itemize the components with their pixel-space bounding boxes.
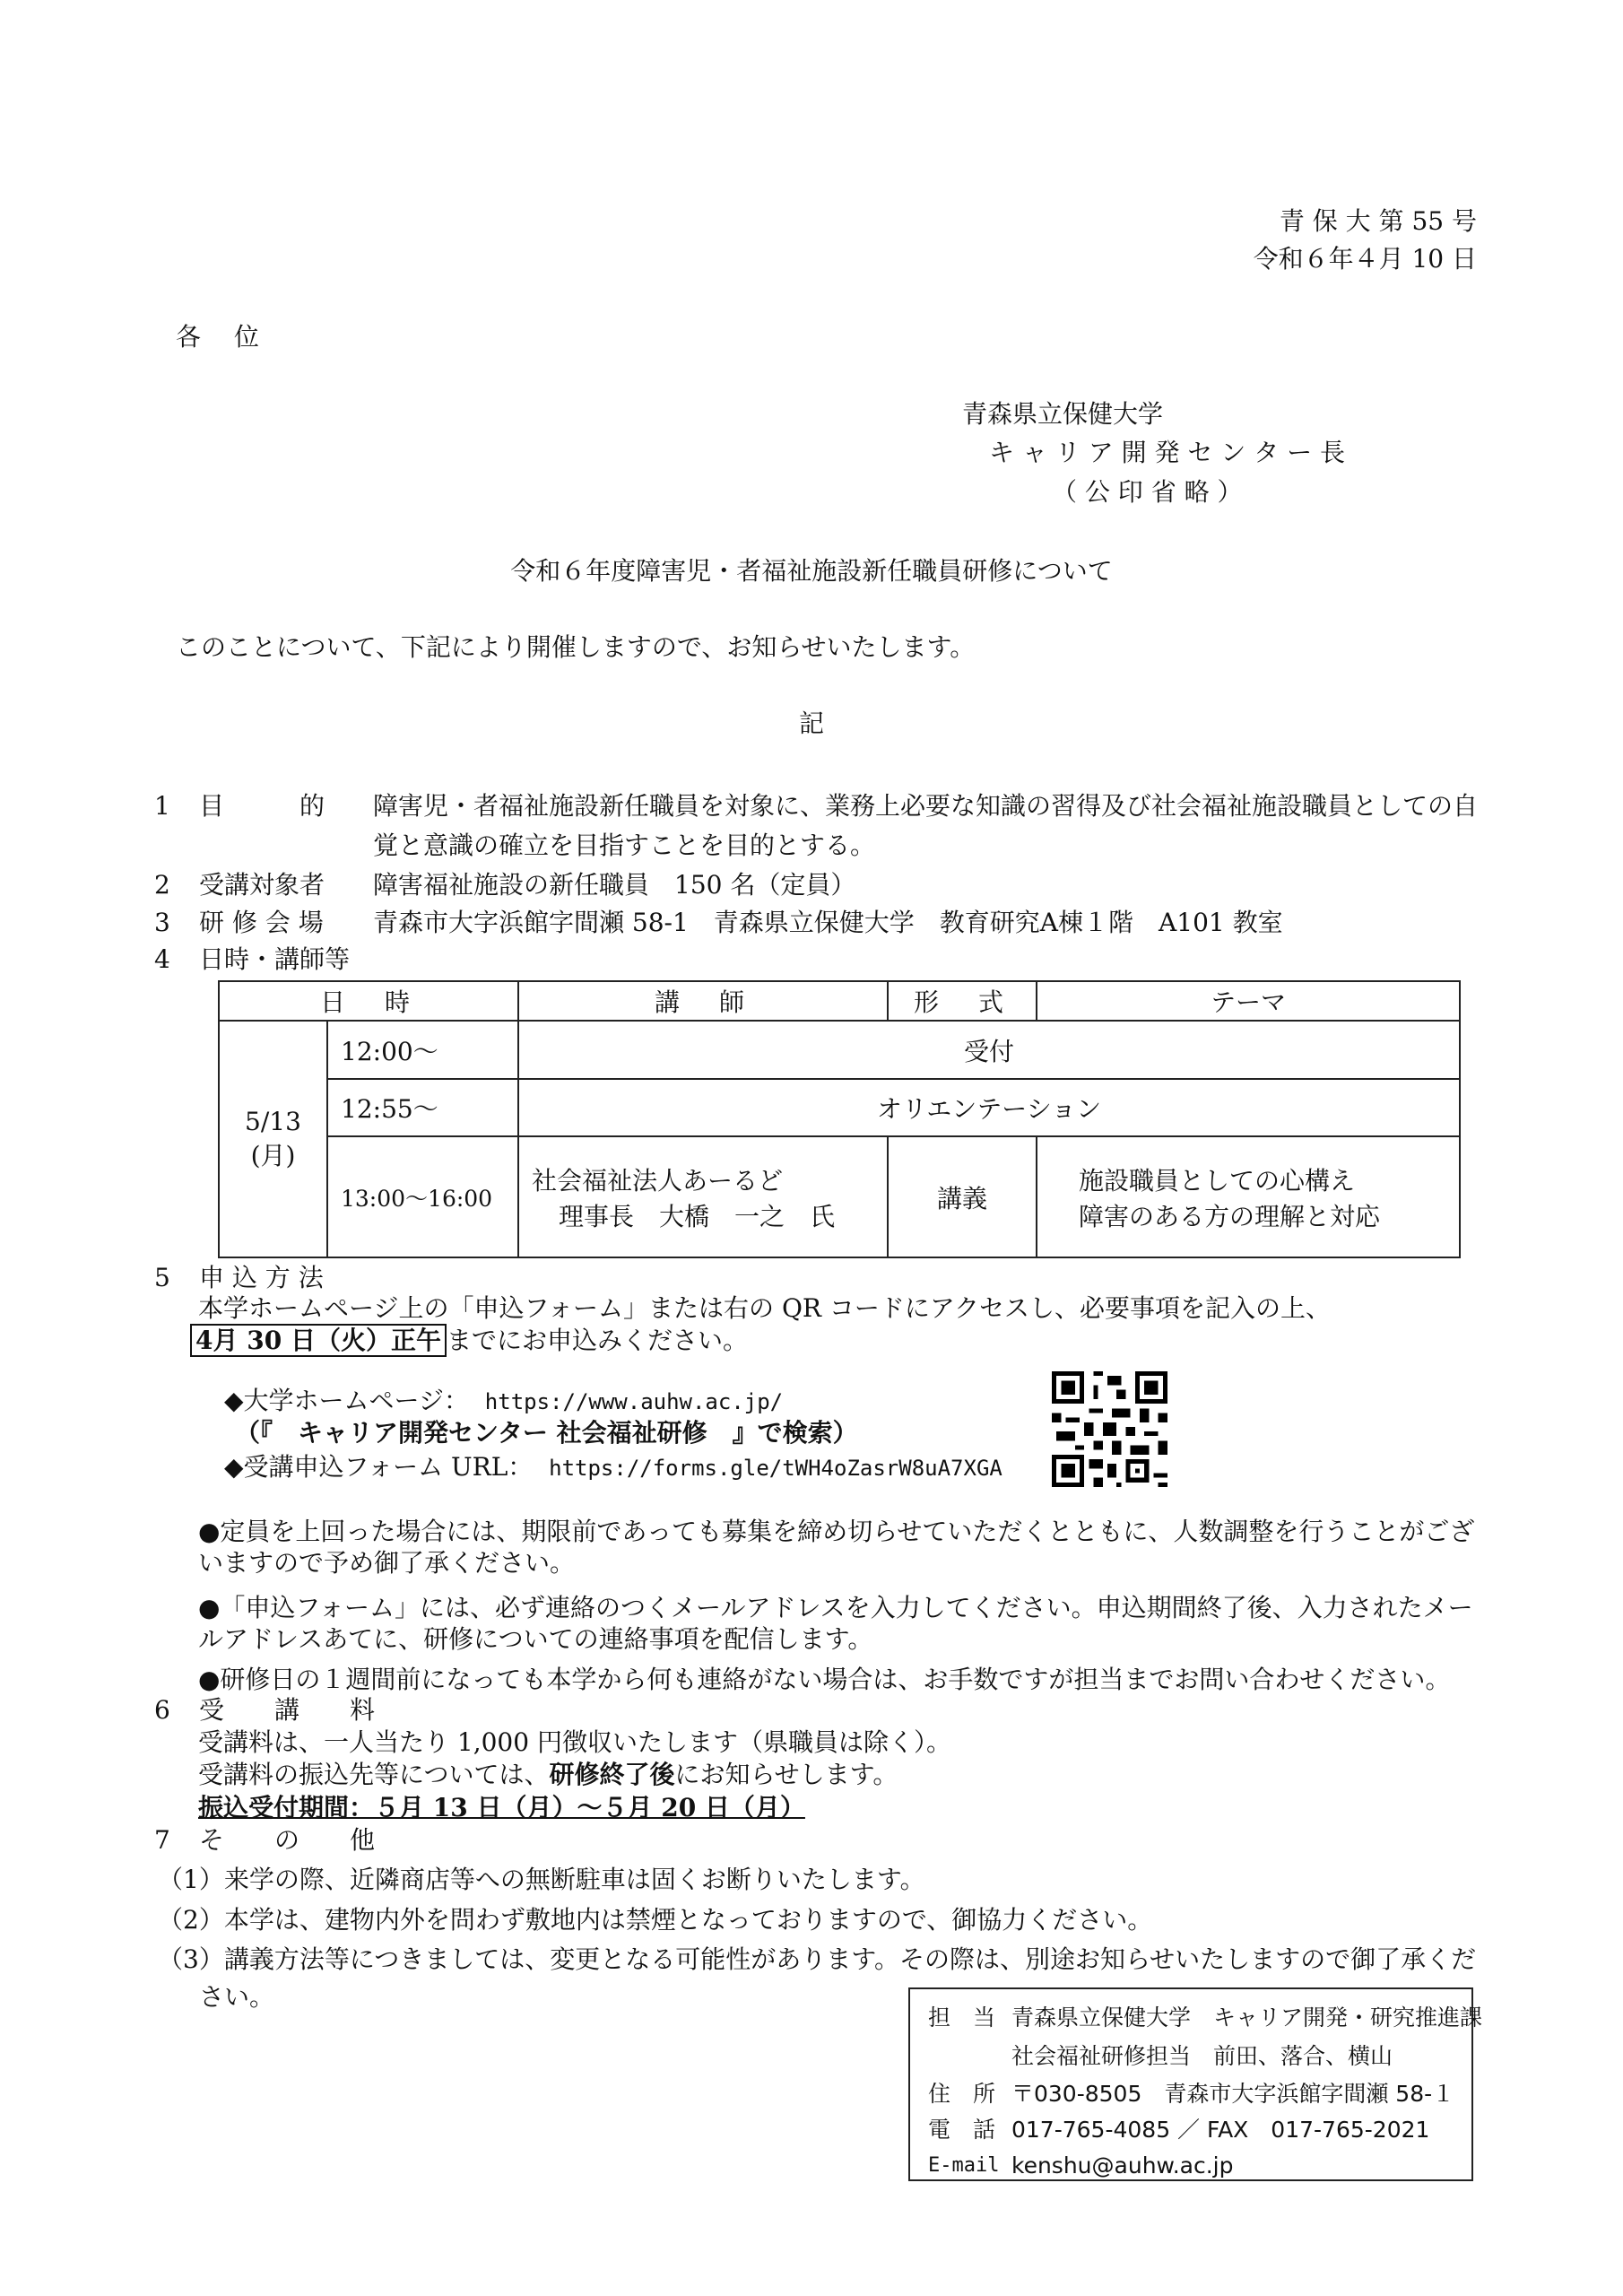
form-url-line [224, 1451, 1002, 1484]
doc-number: 青 保 大 第 55 号 [1279, 206, 1477, 236]
section-5-number: 5 [154, 1263, 170, 1292]
apply-instructions: 本学ホームページ上の「申込フォーム」または右の QR コードにアクセスし、必要事項を記入の上、 [198, 1293, 1332, 1323]
row-time: 13:00～16:00 [327, 1136, 518, 1257]
theme-line: 障害のある方の理解と対応 [1079, 1201, 1381, 1231]
address-label: 住 所 [928, 2081, 996, 2107]
email-label: E-mail [928, 2154, 1000, 2177]
section-5-label: 申 込 方 法 [199, 1263, 324, 1292]
lecturer-name: 理事長 大橋 一之 氏 [559, 1201, 836, 1231]
section-2-number: 2 [154, 870, 170, 900]
row-lecturer [518, 1136, 888, 1257]
header-lecturer: 講 師 [518, 981, 888, 1021]
intro-text: このことについて、下記により開催しますので、お知らせいたします。 [176, 632, 976, 662]
row-content: 受付 [518, 1021, 1460, 1079]
other-item-3-cont: さい。 [199, 1982, 275, 2012]
qr-code-icon[interactable] [1052, 1370, 1167, 1488]
row-format: 講義 [888, 1136, 1037, 1257]
doc-date: 令和６年４月 10 日 [1253, 244, 1477, 274]
recipient: 各 位 [176, 322, 272, 352]
section-2-label: 受講対象者 [199, 870, 325, 900]
note-capacity-cont: いますので予め御了承ください。 [198, 1548, 576, 1578]
section-3-label: 研 修 会 場 [199, 908, 324, 937]
contact-person-label: 担 当 [928, 2005, 996, 2031]
note-capacity: ●定員を上回った場合には、期限前であっても募集を締め切らせていただくとともに、人数調整を行うことがござ [198, 1517, 1475, 1546]
apply-deadline-rest: までにお申込みください。 [446, 1326, 748, 1355]
phone-label: 電 話 [928, 2117, 996, 2143]
homepage-label: ◆大学ホームページ： [224, 1386, 469, 1415]
note-email: ●「申込フォーム」には、必ず連絡のつくメールアドレスを入力してください。申込期間終了後、入力されたメー [198, 1593, 1473, 1622]
ki-heading: 記 [798, 709, 824, 738]
email-value[interactable]: kenshu@auhw.ac.jp [1011, 2152, 1234, 2179]
transfer-period: 振込受付期間：５月 13 日（月）～５月 20 日（月） [198, 1793, 805, 1822]
schedule-table [218, 980, 1461, 1258]
section-4-number: 4 [154, 944, 170, 974]
header-datetime: 日 時 [219, 981, 518, 1021]
other-item-3: （3）講義方法等につきましては、変更となる可能性があります。その際は、別途お知らせいたしますので御了承くだ [158, 1944, 1477, 1974]
date-weekday: (月) [250, 1140, 296, 1170]
section-1-number: 1 [154, 791, 170, 821]
fee-transfer-text: 受講料の振込先等については、 [198, 1760, 550, 1789]
apply-deadline-line [190, 1325, 748, 1357]
note-email-cont: ルアドレスあてに、研修についての連絡事項を配信します。 [198, 1624, 873, 1654]
section-1-label: 目 的 [199, 791, 325, 821]
schedule-date [219, 1021, 327, 1257]
fee-text: 受講料は、一人当たり 1,000 円徴収いたします（県職員は除く）。 [198, 1727, 951, 1757]
contact-staff: 社会福祉研修担当 前田、落合、横山 [1011, 2043, 1393, 2069]
section-2-text: 障害福祉施設の新任職員 150 名（定員） [373, 870, 856, 900]
address-value: 〒030-8505 青森市大字浜館字間瀬 58-１ [1011, 2081, 1455, 2107]
table-row [219, 1136, 1460, 1257]
seal-note: （ 公 印 省 略 ） [1052, 477, 1243, 507]
header-theme: テーマ [1037, 981, 1460, 1021]
date-value: 5/13 [245, 1106, 301, 1136]
form-url-label: ◆受講申込フォーム URL： [224, 1452, 534, 1482]
section-7-label: そ の 他 [199, 1825, 376, 1855]
other-item-1: （1）来学の際、近隣商店等への無断駐車は固くお断りいたします。 [158, 1865, 925, 1894]
homepage-url[interactable]: https://www.auhw.ac.jp/ [484, 1389, 784, 1414]
table-row [219, 1021, 1460, 1079]
header-format: 形 式 [888, 981, 1037, 1021]
fee-transfer-line [198, 1759, 898, 1791]
phone-value: 017-765-4085 ／ FAX 017-765-2021 [1011, 2117, 1430, 2143]
sender-org: 青森県立保健大学 [962, 399, 1164, 429]
section-3-text: 青森市大字浜館字間瀬 58-1 青森県立保健大学 教育研究A棟１階 A101 教室 [373, 908, 1283, 937]
row-time: 12:55～ [327, 1079, 518, 1136]
apply-deadline: 4月 30 日（火）正午 [190, 1324, 447, 1357]
section-7-number: 7 [154, 1825, 170, 1855]
theme-line: 施設職員としての心構え [1079, 1165, 1356, 1196]
row-content: オリエンテーション [518, 1079, 1460, 1136]
row-time: 12:00～ [327, 1021, 518, 1079]
document-title: 令和６年度障害児・者福祉施設新任職員研修について [510, 556, 1113, 586]
homepage-line [224, 1385, 783, 1418]
fee-transfer-timing: 研修終了後 [549, 1760, 675, 1789]
table-row [219, 1079, 1460, 1136]
row-theme [1037, 1136, 1460, 1257]
section-3-number: 3 [154, 908, 170, 937]
search-hint: （『 キャリア開発センター 社会福祉研修 』で検索） [235, 1418, 858, 1448]
sender-title: キ ャ リ ア 開 発 セ ン タ ー 長 [989, 438, 1346, 467]
section-1-text-cont: 覚と意識の確立を目指すことを目的とする。 [373, 831, 876, 860]
form-url[interactable]: https://forms.gle/tWH4oZasrW8uA7XGA [549, 1456, 1002, 1481]
section-4-label: 日時・講師等 [199, 944, 351, 974]
other-item-2: （2）本学は、建物内外を問わず敷地内は禁煙となっておりますので、御協力ください。 [158, 1905, 1153, 1935]
fee-transfer-rest: にお知らせします。 [674, 1760, 898, 1789]
contact-department: 青森県立保健大学 キャリア開発・研究推進課 [1011, 2005, 1483, 2031]
section-6-label: 受 講 料 [199, 1695, 376, 1725]
note-contact: ●研修日の１週間前になっても本学から何も連絡がない場合は、お手数ですが担当までお問い合わせください。 [198, 1665, 1451, 1694]
section-1-text: 障害児・者福祉施設新任職員を対象に、業務上必要な知識の習得及び社会福祉施設職員としての自 [373, 791, 1479, 821]
schedule-header-row [219, 981, 1460, 1021]
lecturer-org: 社会福祉法人あーるど [532, 1165, 784, 1196]
section-6-number: 6 [154, 1695, 170, 1725]
contact-box [908, 1987, 1483, 2181]
